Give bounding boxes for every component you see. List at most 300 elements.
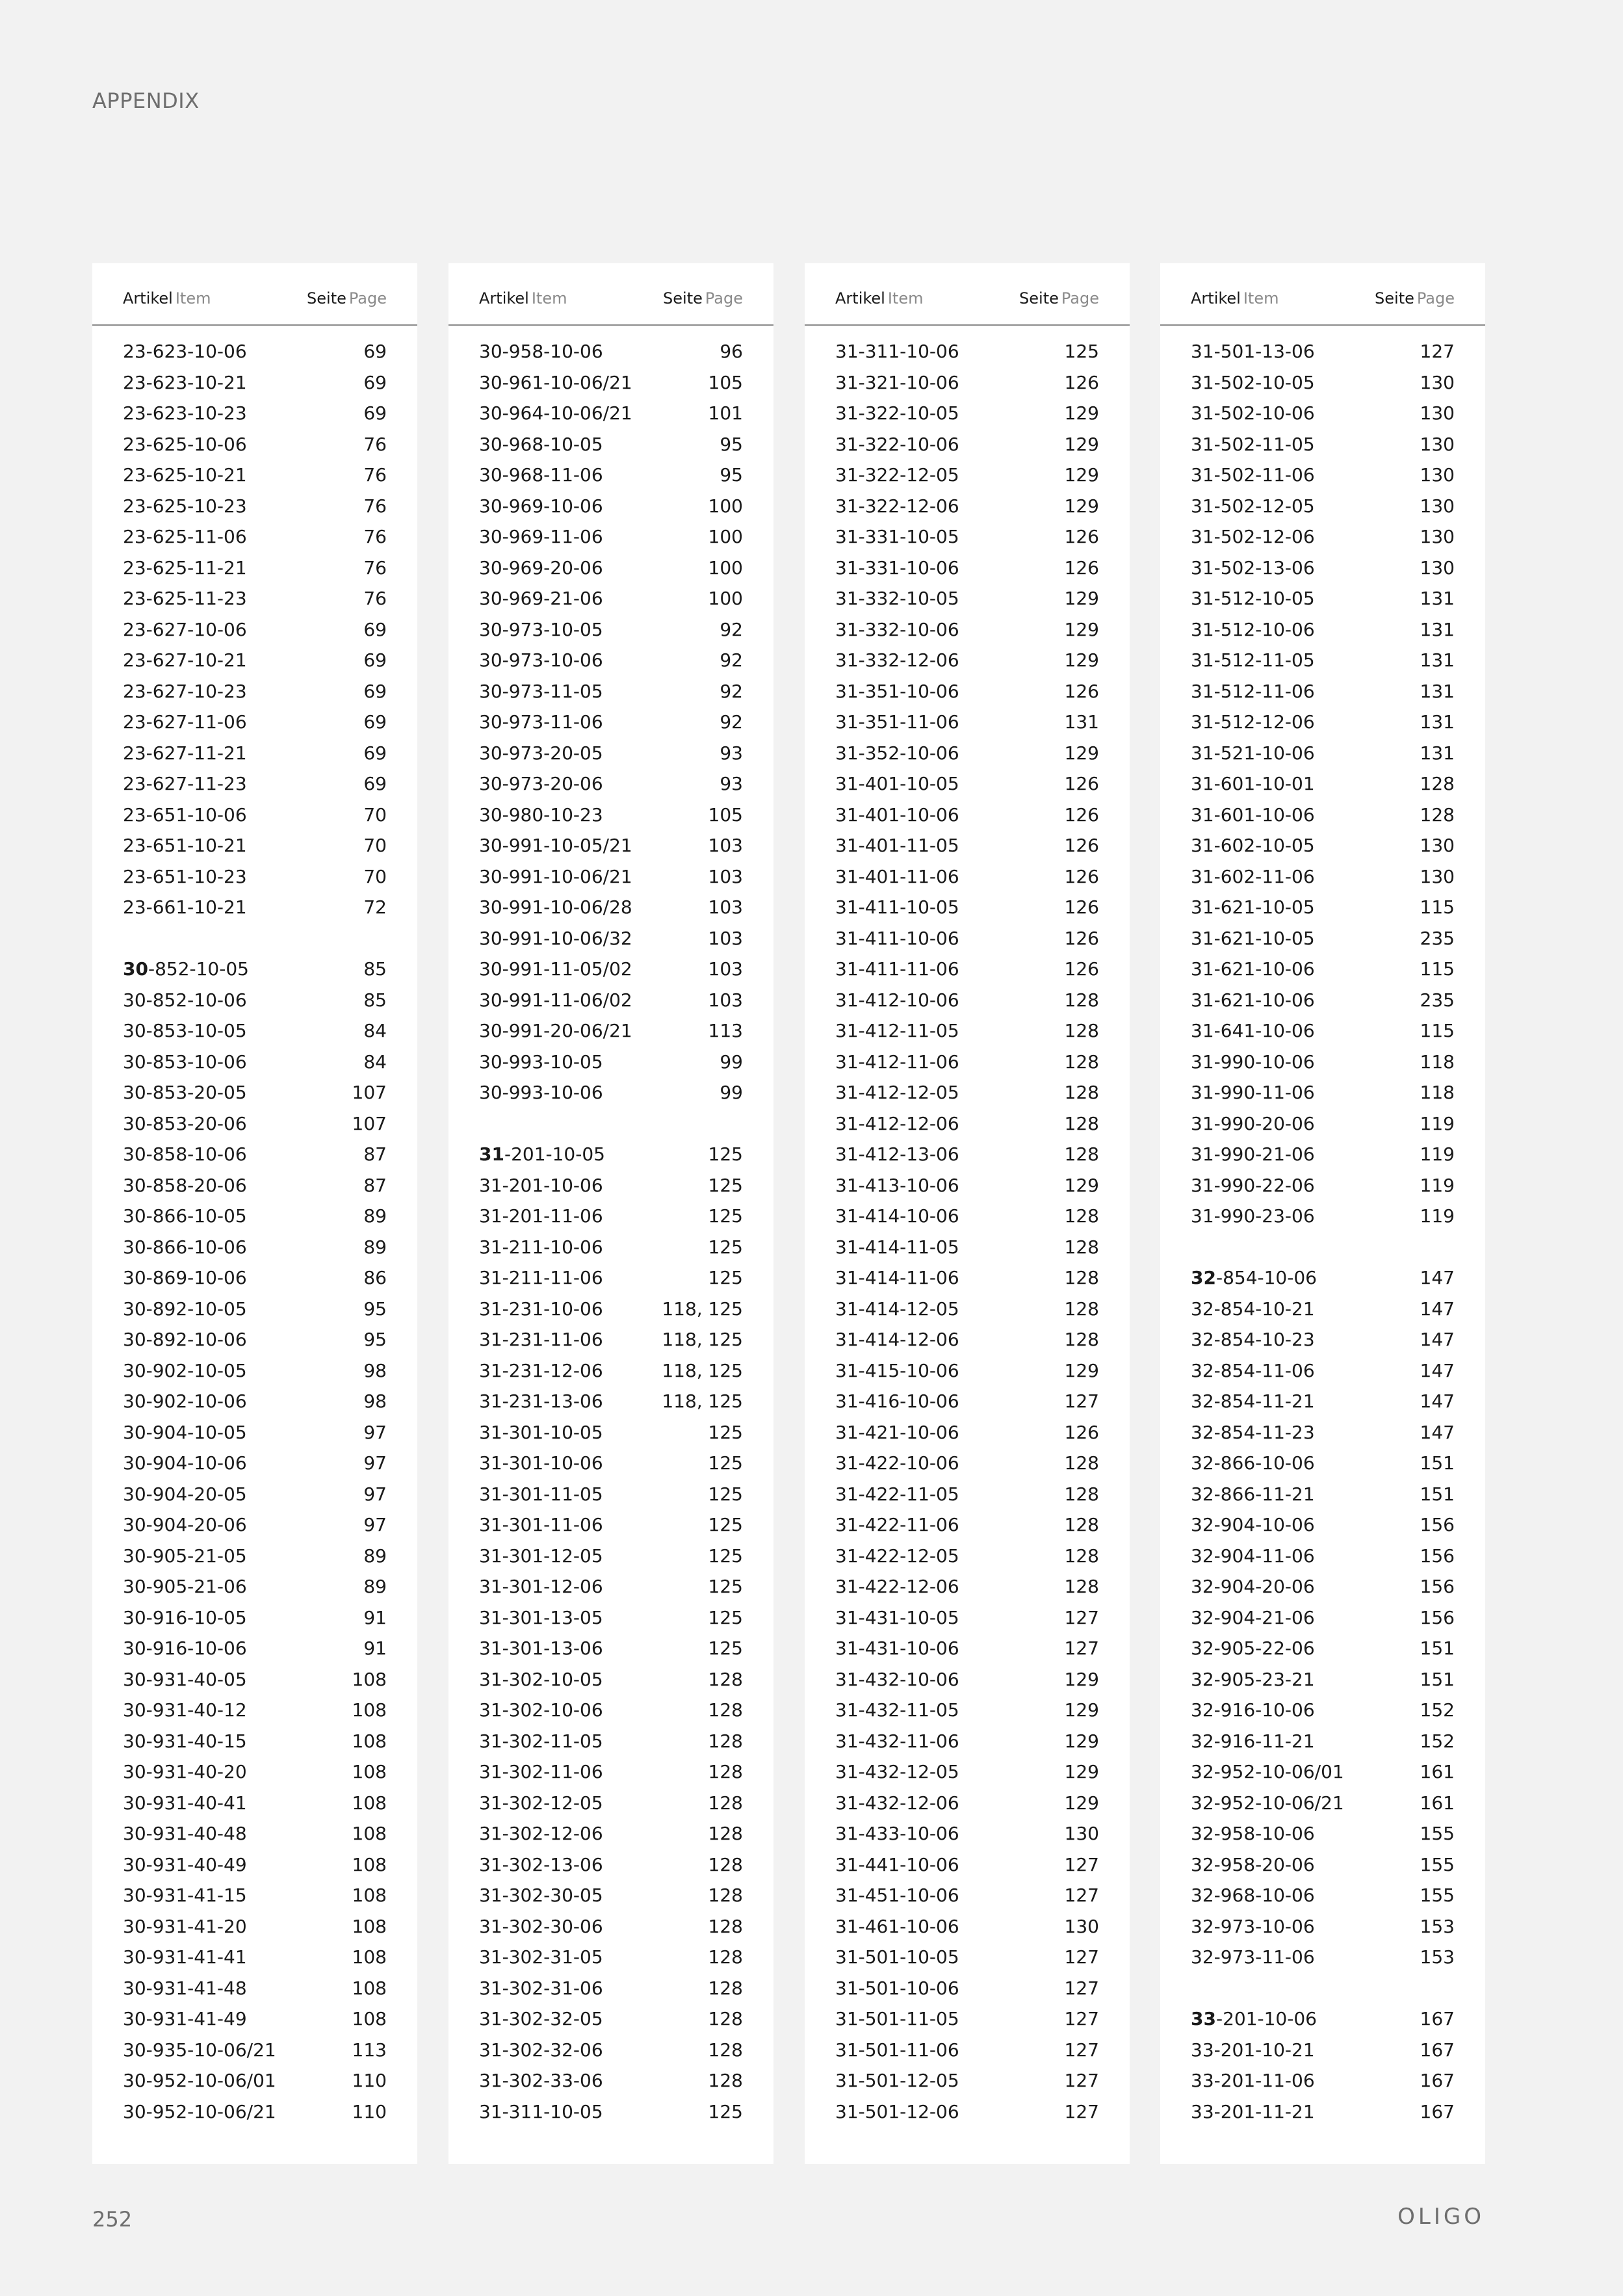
index-row bbox=[92, 892, 417, 923]
item-page: 97 bbox=[363, 1421, 387, 1443]
item-page: 108 bbox=[352, 1823, 387, 1844]
index-row bbox=[92, 1973, 417, 2004]
item-page: 127 bbox=[1064, 2008, 1099, 2029]
item-code: 31-311-10-05 bbox=[479, 2100, 603, 2122]
item-code: 31-351-11-06 bbox=[835, 711, 959, 733]
item-code: 31-401-10-06 bbox=[835, 803, 959, 826]
item-code: 32-916-10-06 bbox=[1191, 1699, 1315, 1721]
index-row bbox=[805, 460, 1130, 491]
item-page: 156 bbox=[1420, 1606, 1455, 1628]
index-row bbox=[448, 1695, 773, 1726]
index-row bbox=[92, 1633, 417, 1664]
item-code: 31-331-10-06 bbox=[835, 556, 959, 579]
item-code: 31-331-10-05 bbox=[835, 526, 959, 547]
item-code: 30-858-10-06 bbox=[123, 1143, 247, 1165]
index-row bbox=[448, 1541, 773, 1572]
item-code: 31-461-10-06 bbox=[835, 1915, 959, 1937]
item-page: 125 bbox=[708, 1143, 743, 1165]
item-code-rest: -852-10-05 bbox=[148, 958, 249, 980]
item-code: 32-854-11-21 bbox=[1191, 1390, 1315, 1412]
item-page: 126 bbox=[1064, 803, 1099, 826]
index-row bbox=[805, 1664, 1130, 1695]
item-code: 23-625-10-21 bbox=[123, 464, 247, 486]
item-page: 128 bbox=[708, 1792, 743, 1814]
item-code: 31-231-11-06 bbox=[479, 1329, 603, 1350]
item-page: 129 bbox=[1064, 1668, 1099, 1690]
item-code: 31-302-12-05 bbox=[479, 1792, 603, 1814]
item-code: 31-302-10-06 bbox=[479, 1699, 603, 1721]
index-row bbox=[92, 676, 417, 707]
item-page: 91 bbox=[363, 1606, 387, 1628]
item-code: 30-991-10-05/21 bbox=[479, 835, 632, 856]
item-page: 130 bbox=[1420, 402, 1455, 424]
item-code: 30-931-41-15 bbox=[123, 1885, 247, 1906]
item-code: 32-866-11-21 bbox=[1191, 1483, 1315, 1505]
index-row bbox=[92, 1911, 417, 1942]
item-code bbox=[479, 1139, 605, 1170]
item-code: 31-502-12-05 bbox=[1191, 495, 1315, 517]
item-code: 30-993-10-05 bbox=[479, 1050, 603, 1073]
item-page: 107 bbox=[352, 1112, 387, 1134]
item-page: 125 bbox=[708, 1421, 743, 1443]
item-page: 69 bbox=[363, 649, 387, 671]
item-code: 30-931-41-41 bbox=[123, 1946, 247, 1968]
index-row bbox=[92, 830, 417, 861]
index-row bbox=[805, 1571, 1130, 1602]
index-row bbox=[805, 614, 1130, 646]
index-row bbox=[805, 707, 1130, 738]
item-code: 30-853-10-06 bbox=[123, 1050, 247, 1073]
index-row bbox=[1160, 1355, 1485, 1387]
item-code: 31-501-11-05 bbox=[835, 2008, 959, 2029]
item-code: 31-414-11-06 bbox=[835, 1267, 959, 1288]
item-page: 126 bbox=[1064, 371, 1099, 393]
column-header bbox=[1160, 263, 1485, 326]
index-row bbox=[448, 954, 773, 985]
item-code: 31-302-11-06 bbox=[479, 1761, 603, 1782]
index-row bbox=[448, 2096, 773, 2128]
item-page: 128 bbox=[708, 1730, 743, 1752]
index-row bbox=[92, 985, 417, 1016]
item-code: 31-321-10-06 bbox=[835, 371, 959, 393]
index-row bbox=[448, 2035, 773, 2066]
item-code: 30-991-10-06/21 bbox=[479, 865, 632, 887]
item-code: 30-869-10-06 bbox=[123, 1267, 247, 1288]
item-code: 30-969-10-06 bbox=[479, 495, 603, 517]
item-page: 126 bbox=[1064, 1421, 1099, 1443]
column-header bbox=[448, 263, 773, 326]
item-code: 31-990-20-06 bbox=[1191, 1112, 1315, 1134]
item-code-rest: -201-10-05 bbox=[504, 1143, 605, 1165]
item-page: 97 bbox=[363, 1452, 387, 1474]
index-row bbox=[1160, 830, 1485, 861]
item-page: 93 bbox=[720, 742, 743, 764]
item-page: 128 bbox=[708, 1699, 743, 1721]
item-page: 118 bbox=[1420, 1050, 1455, 1073]
item-code: 31-302-11-05 bbox=[479, 1730, 603, 1752]
item-code: 32-904-21-06 bbox=[1191, 1606, 1315, 1628]
item-page: 87 bbox=[363, 1143, 387, 1165]
index-row bbox=[92, 553, 417, 584]
index-row bbox=[805, 1139, 1130, 1170]
item-code: 32-854-10-23 bbox=[1191, 1329, 1315, 1350]
index-row bbox=[448, 1324, 773, 1355]
item-page: 110 bbox=[352, 2070, 387, 2091]
item-page: 125 bbox=[708, 2100, 743, 2122]
index-row bbox=[805, 645, 1130, 676]
index-column-2 bbox=[448, 263, 773, 2164]
header-item-en: Item bbox=[887, 289, 924, 307]
index-row bbox=[92, 1602, 417, 1634]
item-code: 31-302-32-06 bbox=[479, 2039, 603, 2061]
item-page: 95 bbox=[363, 1329, 387, 1350]
index-row bbox=[1160, 1479, 1485, 1510]
index-row bbox=[92, 923, 417, 954]
index-row bbox=[448, 1448, 773, 1479]
item-page: 129 bbox=[1064, 618, 1099, 640]
item-code: 31-301-13-06 bbox=[479, 1637, 603, 1659]
index-row bbox=[448, 1232, 773, 1263]
index-row bbox=[92, 1294, 417, 1325]
item-code: 30-853-20-06 bbox=[123, 1112, 247, 1134]
index-row bbox=[448, 738, 773, 769]
item-page: 128 bbox=[1064, 1112, 1099, 1134]
index-row bbox=[805, 861, 1130, 893]
index-row bbox=[1160, 1571, 1485, 1602]
index-row bbox=[448, 985, 773, 1016]
item-page: 125 bbox=[1064, 341, 1099, 362]
index-row bbox=[448, 398, 773, 429]
index-row bbox=[1160, 583, 1485, 614]
item-code: 30-904-20-05 bbox=[123, 1483, 247, 1505]
item-page: 129 bbox=[1064, 1174, 1099, 1196]
item-page: 100 bbox=[708, 495, 743, 517]
item-page: 128 bbox=[708, 1761, 743, 1782]
item-code: 23-627-11-06 bbox=[123, 711, 247, 733]
item-code: 30-931-40-05 bbox=[123, 1668, 247, 1690]
item-code: 30-916-10-06 bbox=[123, 1637, 247, 1659]
item-code: 31-441-10-06 bbox=[835, 1853, 959, 1875]
item-page: 108 bbox=[352, 2008, 387, 2029]
item-page: 128 bbox=[708, 1853, 743, 1875]
index-row bbox=[1160, 1880, 1485, 1911]
item-page: 128 bbox=[1064, 1143, 1099, 1165]
item-code: 32-952-10-06/01 bbox=[1191, 1761, 1344, 1782]
index-row bbox=[1160, 800, 1485, 831]
item-page: 119 bbox=[1420, 1112, 1455, 1134]
item-code: 31-302-10-05 bbox=[479, 1668, 603, 1690]
header-item-en: Item bbox=[175, 289, 211, 307]
item-code: 30-866-10-05 bbox=[123, 1205, 247, 1227]
item-code-prefix: 32 bbox=[1191, 1267, 1216, 1288]
item-page: 153 bbox=[1420, 1915, 1455, 1937]
item-code: 31-414-11-05 bbox=[835, 1236, 959, 1258]
item-page: 118 bbox=[1420, 1082, 1455, 1103]
item-code: 30-952-10-06/21 bbox=[123, 2100, 276, 2122]
header-item-label bbox=[479, 289, 567, 307]
item-page: 129 bbox=[1064, 1699, 1099, 1721]
item-code: 30-958-10-06 bbox=[479, 341, 603, 362]
index-row bbox=[448, 521, 773, 553]
item-code: 30-991-11-06/02 bbox=[479, 989, 632, 1011]
item-code: 23-627-10-21 bbox=[123, 649, 247, 671]
item-code: 31-990-10-06 bbox=[1191, 1050, 1315, 1073]
header-item-label bbox=[123, 289, 211, 307]
item-page: 129 bbox=[1064, 742, 1099, 764]
item-page: 84 bbox=[363, 1050, 387, 1073]
item-page: 156 bbox=[1420, 1545, 1455, 1567]
item-page: 167 bbox=[1420, 2008, 1455, 2029]
header-page-en: Page bbox=[705, 289, 743, 307]
item-page: 147 bbox=[1420, 1329, 1455, 1350]
item-code: 31-621-10-06 bbox=[1191, 989, 1315, 1011]
item-code: 30-973-10-06 bbox=[479, 649, 603, 671]
item-code: 31-301-12-06 bbox=[479, 1576, 603, 1597]
item-code: 30-973-11-05 bbox=[479, 680, 603, 702]
item-code: 23-623-10-21 bbox=[123, 371, 247, 393]
index-row bbox=[448, 336, 773, 367]
item-code: 30-931-41-48 bbox=[123, 1977, 247, 1999]
item-page: 147 bbox=[1420, 1298, 1455, 1320]
item-code: 30-968-11-06 bbox=[479, 464, 603, 486]
item-code: 31-302-30-06 bbox=[479, 1915, 603, 1937]
item-page: 85 bbox=[363, 958, 387, 980]
index-row bbox=[805, 1077, 1130, 1108]
index-row bbox=[1160, 398, 1485, 429]
item-code: 31-512-12-06 bbox=[1191, 711, 1315, 733]
index-row bbox=[805, 1417, 1130, 1448]
item-code: 23-651-10-06 bbox=[123, 803, 247, 826]
header-item-de: Artikel bbox=[835, 289, 885, 307]
item-page: 119 bbox=[1420, 1205, 1455, 1227]
item-page: 127 bbox=[1064, 1637, 1099, 1659]
item-code bbox=[1191, 1262, 1317, 1294]
item-code: 30-852-10-06 bbox=[123, 989, 247, 1011]
index-row bbox=[448, 1726, 773, 1757]
item-code: 30-991-20-06/21 bbox=[479, 1020, 632, 1041]
item-code: 31-211-11-06 bbox=[479, 1267, 603, 1288]
item-code: 32-968-10-06 bbox=[1191, 1885, 1315, 1906]
header-item-label bbox=[835, 289, 923, 307]
index-row bbox=[1160, 1726, 1485, 1757]
index-row bbox=[805, 800, 1130, 831]
item-page: 125 bbox=[708, 1606, 743, 1628]
item-code: 31-411-10-05 bbox=[835, 896, 959, 918]
item-code: 31-501-11-06 bbox=[835, 2039, 959, 2061]
item-page: 151 bbox=[1420, 1483, 1455, 1505]
index-row bbox=[1160, 1942, 1485, 1973]
item-code: 33-201-10-21 bbox=[1191, 2039, 1315, 2061]
item-code: 30-991-10-06/32 bbox=[479, 927, 632, 949]
item-page: 125 bbox=[708, 1545, 743, 1567]
item-page: 129 bbox=[1064, 1792, 1099, 1814]
item-page: 235 bbox=[1420, 989, 1455, 1011]
item-page: 128 bbox=[1064, 1298, 1099, 1320]
item-page: 167 bbox=[1420, 2100, 1455, 2122]
item-page: 128 bbox=[1064, 1050, 1099, 1073]
column-header bbox=[805, 263, 1130, 326]
item-page: 131 bbox=[1064, 711, 1099, 733]
index-row bbox=[805, 985, 1130, 1016]
item-code: 31-501-10-05 bbox=[835, 1946, 959, 1968]
item-page: 125 bbox=[708, 1452, 743, 1474]
item-page: 115 bbox=[1420, 1020, 1455, 1041]
item-page: 128 bbox=[1064, 1236, 1099, 1258]
index-row bbox=[1160, 1324, 1485, 1355]
item-page: 167 bbox=[1420, 2070, 1455, 2091]
index-row bbox=[92, 521, 417, 553]
item-code: 30-973-11-06 bbox=[479, 711, 603, 733]
item-code: 31-432-12-06 bbox=[835, 1792, 959, 1814]
item-page: 126 bbox=[1064, 958, 1099, 980]
index-row bbox=[92, 491, 417, 522]
index-row bbox=[448, 2065, 773, 2096]
item-code: 23-627-10-06 bbox=[123, 618, 247, 640]
header-item-de: Artikel bbox=[123, 289, 173, 307]
item-code: 31-302-33-06 bbox=[479, 2070, 603, 2091]
item-page: 103 bbox=[708, 958, 743, 980]
item-page: 69 bbox=[363, 711, 387, 733]
index-row bbox=[1160, 1417, 1485, 1448]
item-code: 31-432-10-06 bbox=[835, 1668, 959, 1690]
index-row bbox=[92, 954, 417, 985]
item-page: 118, 125 bbox=[662, 1390, 743, 1412]
item-code: 32-973-10-06 bbox=[1191, 1915, 1315, 1937]
item-code: 30-866-10-06 bbox=[123, 1236, 247, 1258]
item-code: 31-432-11-05 bbox=[835, 1699, 959, 1721]
index-row bbox=[1160, 1139, 1485, 1170]
item-code: 23-623-10-06 bbox=[123, 341, 247, 362]
item-code: 31-601-10-06 bbox=[1191, 803, 1315, 826]
item-code: 31-431-10-05 bbox=[835, 1606, 959, 1628]
item-code: 30-969-21-06 bbox=[479, 588, 603, 609]
index-row bbox=[448, 1108, 773, 1140]
index-column-1 bbox=[92, 263, 417, 2164]
item-page: 127 bbox=[1064, 1946, 1099, 1968]
item-page: 126 bbox=[1064, 865, 1099, 887]
item-page: 125 bbox=[708, 1205, 743, 1227]
item-page: 97 bbox=[363, 1514, 387, 1535]
item-code: 31-512-11-06 bbox=[1191, 680, 1315, 702]
item-code: 32-904-10-06 bbox=[1191, 1514, 1315, 1535]
index-row bbox=[448, 1294, 773, 1325]
item-code: 31-401-11-05 bbox=[835, 835, 959, 856]
item-page: 100 bbox=[708, 526, 743, 547]
index-row bbox=[92, 1324, 417, 1355]
item-code: 30-969-11-06 bbox=[479, 526, 603, 547]
index-row bbox=[805, 1541, 1130, 1572]
index-row bbox=[92, 1571, 417, 1602]
item-code: 31-641-10-06 bbox=[1191, 1020, 1315, 1041]
index-row bbox=[92, 1417, 417, 1448]
header-page-de: Seite bbox=[1375, 289, 1414, 307]
item-code: 31-302-13-06 bbox=[479, 1853, 603, 1875]
item-code: 30-973-20-06 bbox=[479, 773, 603, 794]
item-page: 103 bbox=[708, 835, 743, 856]
index-list bbox=[92, 326, 417, 2127]
item-code: 31-412-11-06 bbox=[835, 1050, 959, 1073]
index-row bbox=[1160, 1911, 1485, 1942]
index-row bbox=[1160, 1294, 1485, 1325]
item-code: 31-621-10-05 bbox=[1191, 927, 1315, 949]
item-page: 130 bbox=[1064, 1823, 1099, 1844]
item-page: 100 bbox=[708, 556, 743, 579]
item-code: 31-502-11-06 bbox=[1191, 464, 1315, 486]
item-page: 99 bbox=[720, 1082, 743, 1103]
index-row bbox=[805, 768, 1130, 800]
item-page: 130 bbox=[1420, 865, 1455, 887]
item-page: 108 bbox=[352, 1853, 387, 1875]
index-row bbox=[92, 1355, 417, 1387]
index-row bbox=[448, 1386, 773, 1417]
item-code: 31-351-10-06 bbox=[835, 680, 959, 702]
section-title: APPENDIX bbox=[92, 88, 200, 113]
item-code: 32-916-11-21 bbox=[1191, 1730, 1315, 1752]
item-code: 30-964-10-06/21 bbox=[479, 402, 632, 424]
item-code: 32-952-10-06/21 bbox=[1191, 1792, 1344, 1814]
item-code: 31-502-12-06 bbox=[1191, 526, 1315, 547]
item-page: 95 bbox=[363, 1298, 387, 1320]
item-code: 30-853-10-05 bbox=[123, 1020, 247, 1041]
item-page: 89 bbox=[363, 1236, 387, 1258]
item-code: 32-973-11-06 bbox=[1191, 1946, 1315, 1968]
item-page: 128 bbox=[708, 1823, 743, 1844]
index-row bbox=[805, 1262, 1130, 1294]
item-code: 31-332-12-06 bbox=[835, 649, 959, 671]
item-page: 72 bbox=[363, 896, 387, 918]
item-page: 151 bbox=[1420, 1668, 1455, 1690]
item-code: 32-905-23-21 bbox=[1191, 1668, 1315, 1690]
index-row bbox=[805, 1849, 1130, 1881]
index-row bbox=[1160, 336, 1485, 367]
index-row bbox=[92, 1788, 417, 1819]
item-code: 31-602-11-06 bbox=[1191, 865, 1315, 887]
item-code: 31-211-10-06 bbox=[479, 1236, 603, 1258]
index-row bbox=[805, 1324, 1130, 1355]
item-page: 152 bbox=[1420, 1730, 1455, 1752]
index-row bbox=[448, 553, 773, 584]
item-page: 128 bbox=[1420, 803, 1455, 826]
item-code: 31-412-12-06 bbox=[835, 1112, 959, 1134]
item-code: 30-991-11-05/02 bbox=[479, 958, 632, 980]
item-code: 33-201-11-21 bbox=[1191, 2100, 1315, 2122]
item-page: 89 bbox=[363, 1545, 387, 1567]
item-code: 23-625-11-06 bbox=[123, 526, 247, 547]
index-row bbox=[805, 1479, 1130, 1510]
item-page: 128 bbox=[708, 1668, 743, 1690]
item-code: 32-958-20-06 bbox=[1191, 1853, 1315, 1875]
item-page: 85 bbox=[363, 989, 387, 1011]
item-page: 152 bbox=[1420, 1699, 1455, 1721]
item-code: 23-625-11-23 bbox=[123, 588, 247, 609]
item-code: 23-623-10-23 bbox=[123, 402, 247, 424]
item-page: 127 bbox=[1064, 1606, 1099, 1628]
item-page: 156 bbox=[1420, 1514, 1455, 1535]
item-page: 155 bbox=[1420, 1823, 1455, 1844]
item-page: 155 bbox=[1420, 1853, 1455, 1875]
item-page: 69 bbox=[363, 341, 387, 362]
index-row bbox=[92, 1942, 417, 1973]
index-row bbox=[448, 892, 773, 923]
index-row bbox=[92, 583, 417, 614]
item-code: 31-311-10-06 bbox=[835, 341, 959, 362]
index-row bbox=[805, 2003, 1130, 2035]
index-row bbox=[1160, 1695, 1485, 1726]
item-code: 32-958-10-06 bbox=[1191, 1823, 1315, 1844]
index-row bbox=[92, 2035, 417, 2066]
item-code: 30-993-10-06 bbox=[479, 1082, 603, 1103]
item-code: 30-931-40-41 bbox=[123, 1792, 247, 1814]
